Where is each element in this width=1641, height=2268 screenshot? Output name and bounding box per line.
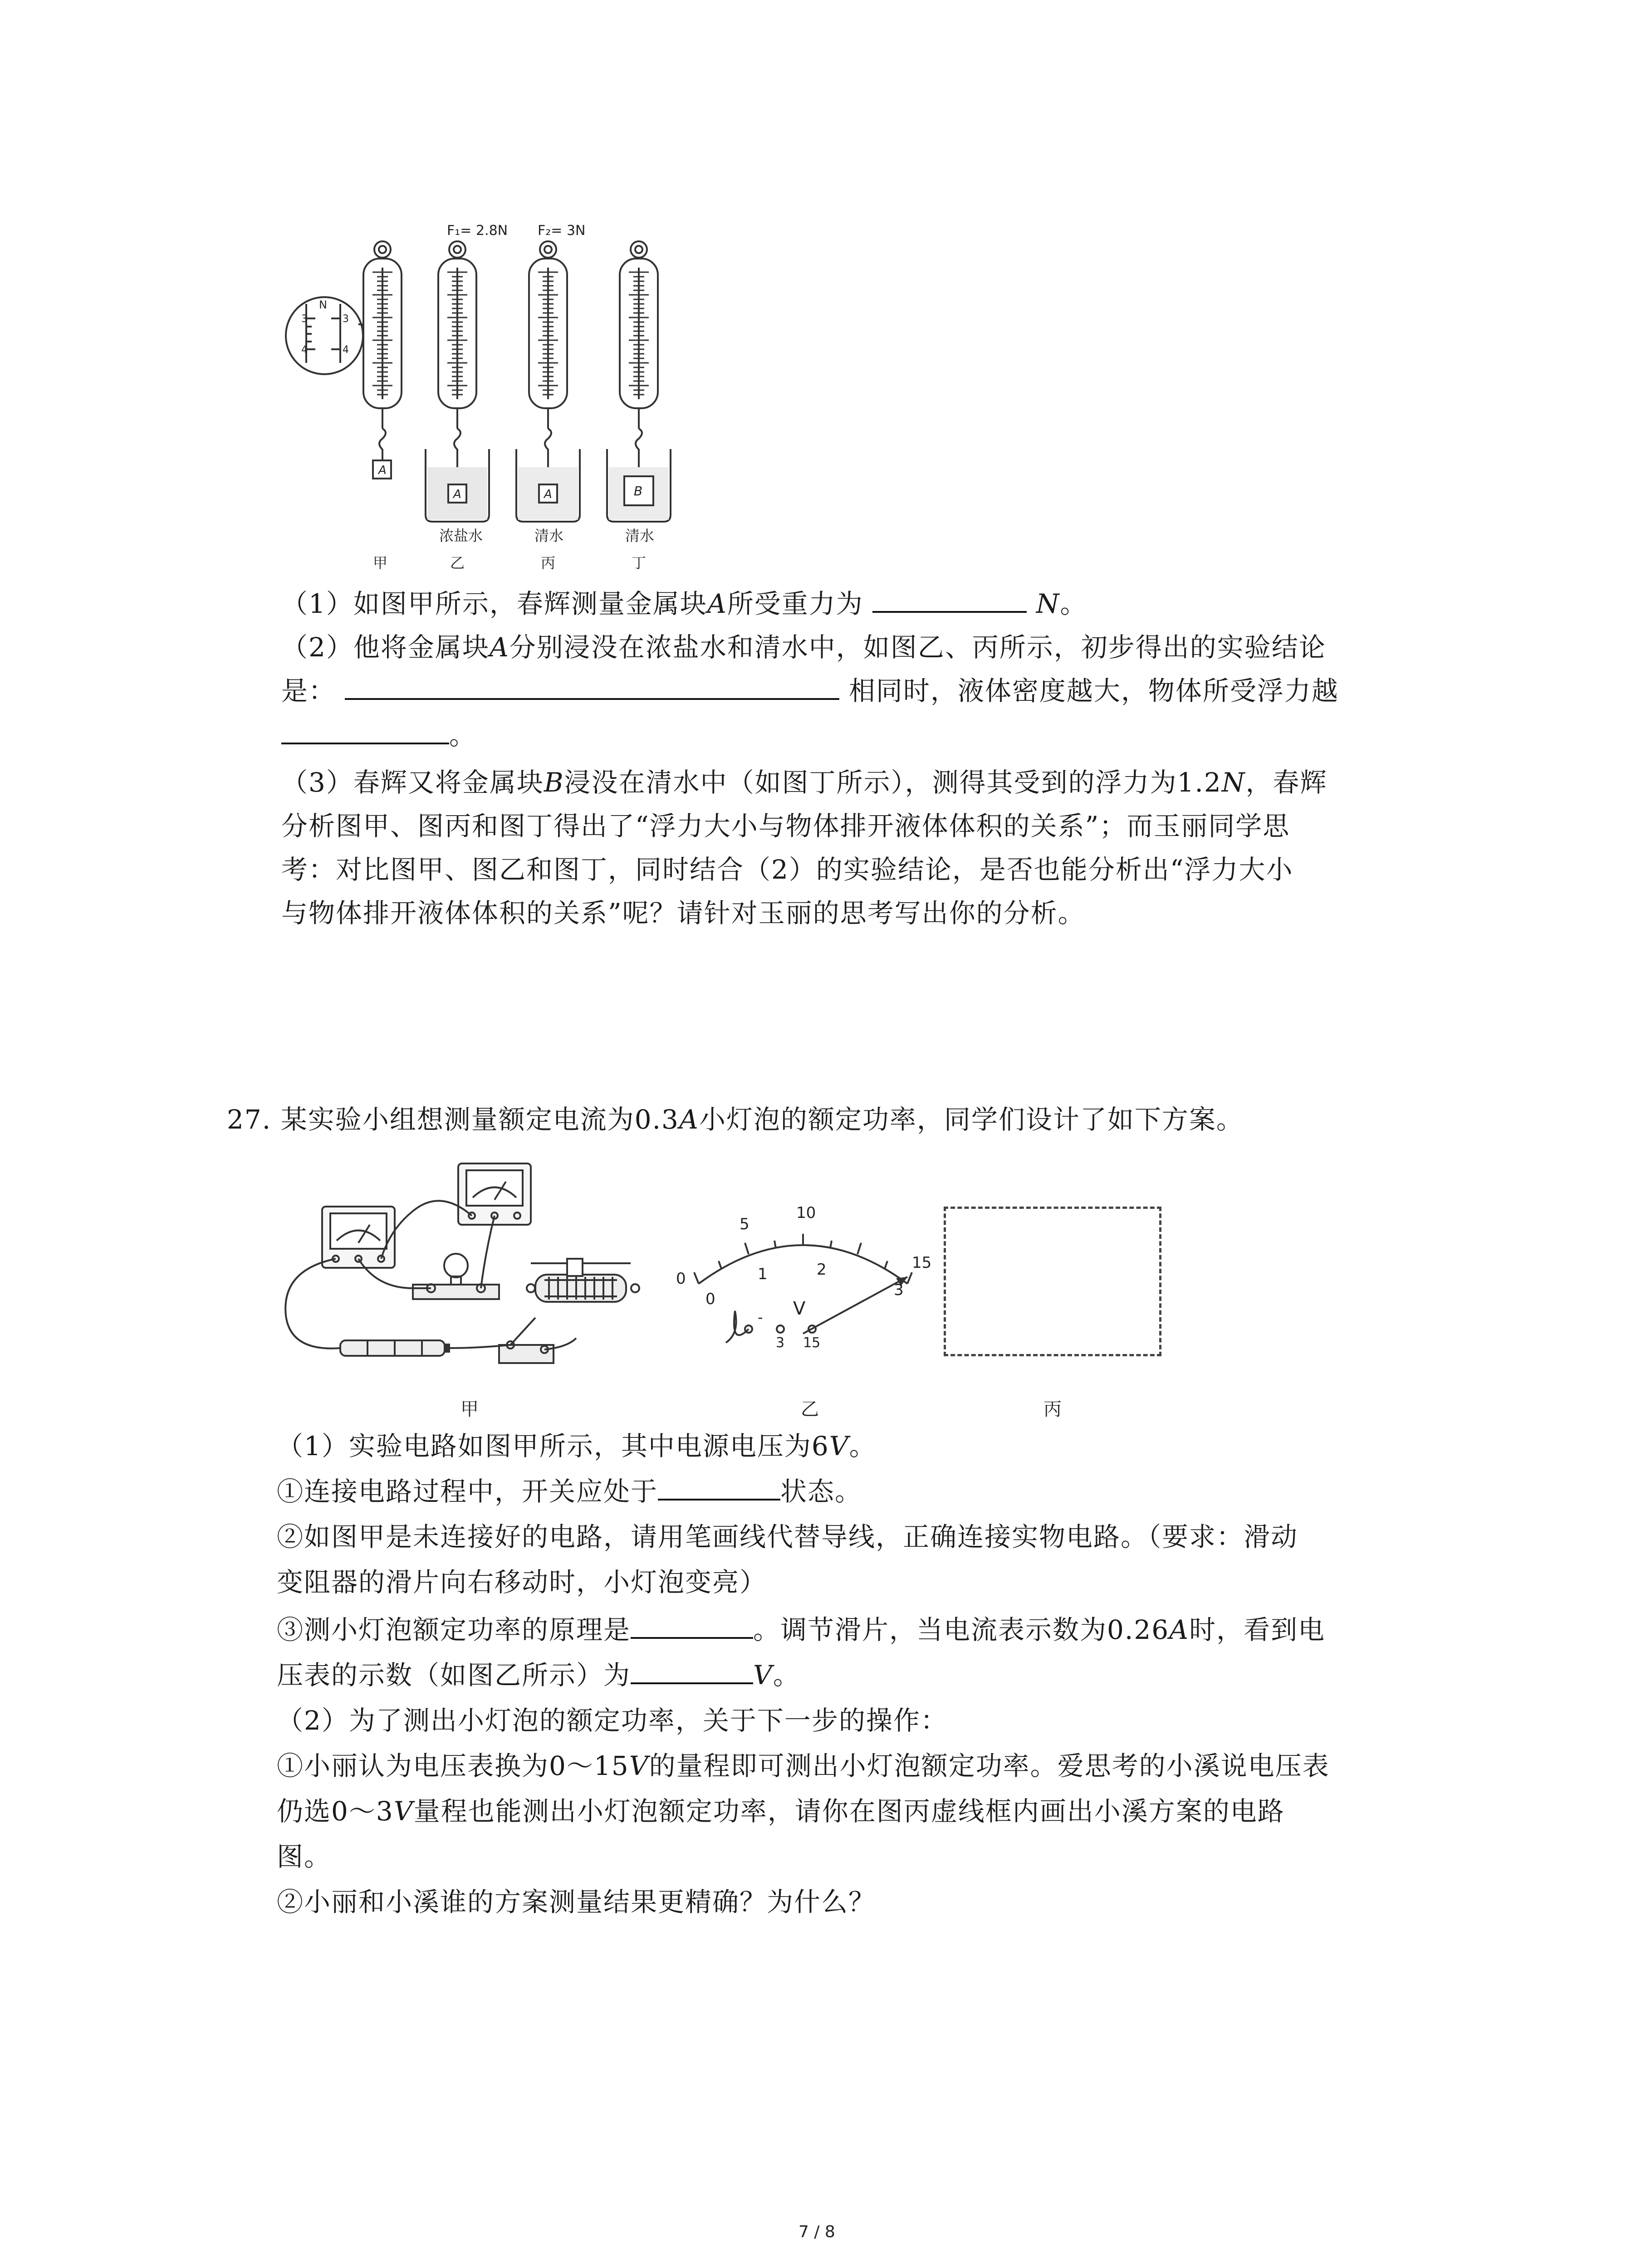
voltmeter-icon <box>458 1163 531 1225</box>
svg-text:1: 1 <box>758 1265 768 1283</box>
q27-s1c-line1: ③测小灯泡额定功率的原理是 。调节滑片，当电流表示数为0.26A时，看到电 <box>277 1608 1325 1652</box>
svg-text:A: A <box>544 488 552 501</box>
q27-s1: （1）实验电路如图甲所示，其中电源电压为6V。 <box>277 1431 877 1461</box>
svg-text:4: 4 <box>301 344 308 356</box>
switch-icon <box>499 1318 554 1363</box>
liquid-label-water-2: 清水 <box>625 527 655 544</box>
question-number: 27. <box>227 1104 272 1135</box>
label-f1: F₁= 2.8N <box>447 223 508 239</box>
spring-scale-icon <box>438 241 476 484</box>
caption-yi: 乙 <box>450 554 465 572</box>
q27-s2a-line2: 仍选0～3V量程也能测出小灯泡额定功率，请你在图丙虚线框内画出小溪方案的电路 <box>277 1796 1285 1827</box>
q26-part2-line1: （2）他将金属块A分别浸没在浓盐水和清水中，如图乙、丙所示，初步得出的实验结论 <box>281 632 1326 663</box>
svg-text:3: 3 <box>301 313 308 325</box>
svg-text:2: 2 <box>817 1261 827 1279</box>
battery-icon <box>340 1340 449 1356</box>
svg-text:B: B <box>634 484 643 499</box>
circuit-drawing-box[interactable] <box>944 1207 1161 1356</box>
circuit-figure <box>277 1161 685 1370</box>
svg-text:5: 5 <box>740 1215 749 1233</box>
page-number: 7 / 8 <box>798 2223 835 2241</box>
fig2-caption-yi: 乙 <box>801 1399 819 1420</box>
q26-part3-line2: 分析图甲、图丙和图丁得出了“浮力大小与物体排开液体体积的关系”；而玉丽同学思 <box>281 811 1290 841</box>
q26-part2-line2: 是： 相同时，液体密度越大，物体所受浮力越 <box>281 669 1339 713</box>
answer-blank-switch-state[interactable] <box>658 1471 780 1501</box>
liquid-label-water-1: 清水 <box>534 527 564 544</box>
dial-arc <box>699 1245 907 1284</box>
svg-text:15: 15 <box>803 1335 821 1351</box>
caption-jia: 甲 <box>373 554 388 572</box>
spring-scale-icon <box>529 241 567 484</box>
svg-text:3: 3 <box>776 1335 785 1351</box>
q26-part3-line4: 与物体排开液体体积的关系”呢？请针对玉丽的思考写出你的分析。 <box>281 898 1085 929</box>
answer-blank-condition[interactable] <box>345 671 839 700</box>
bulb-icon <box>413 1254 499 1299</box>
q27-s1b-line2: 变阻器的滑片向右移动时，小灯泡变亮） <box>277 1567 767 1598</box>
answer-blank-voltage[interactable] <box>631 1655 753 1684</box>
spring-scale-icon <box>363 241 402 460</box>
dial-needle <box>803 1277 907 1334</box>
magnifier-unit: N <box>319 298 327 311</box>
spring-scale-icon <box>620 241 658 476</box>
svg-text:4: 4 <box>343 344 349 356</box>
spring-scale-figure <box>272 213 681 585</box>
svg-text:0: 0 <box>705 1290 715 1308</box>
q26-part3-line3: 考：对比图甲、图乙和图丁，同时结合（2）的实验结论，是否也能分析出“浮力大小 <box>281 854 1293 885</box>
q27-s2a-line1: ①小丽认为电压表换为0～15V的量程即可测出小灯泡额定功率。爱思考的小溪说电压表 <box>277 1750 1330 1781</box>
fig2-caption-bing: 丙 <box>1043 1399 1062 1420</box>
q26-part2-line3: 。 <box>281 714 476 757</box>
answer-blank-weight[interactable] <box>872 584 1027 613</box>
q27-s2: （2）为了测出小灯泡的额定功率，关于下一步的操作： <box>277 1705 948 1736</box>
q27-s1a: ①连接电路过程中，开关应处于 状态。 <box>277 1470 862 1513</box>
q27-s2b: ②小丽和小溪谁的方案测量结果更精确？为什么？ <box>277 1887 876 1917</box>
svg-text:3: 3 <box>894 1281 904 1299</box>
q26-part1: （1）如图甲所示，春辉测量金属块A所受重力为 N。 <box>281 582 1087 626</box>
svg-text:A: A <box>453 488 461 501</box>
caption-bing: 丙 <box>541 554 556 572</box>
q27-s2a-line3: 图。 <box>277 1841 332 1872</box>
fig2-caption-jia: 甲 <box>460 1399 479 1420</box>
label-f2: F₂= 3N <box>538 223 586 239</box>
q27-stem: 27. 某实验小组想测量额定电流为0.3A小灯泡的额定功率，同学们设计了如下方案。 <box>227 1104 1244 1135</box>
q27-s1b-line1: ②如图甲是未连接好的电路，请用笔画线代替导线，正确连接实物电路。（要求：滑动 <box>277 1521 1298 1552</box>
svg-text:10: 10 <box>796 1204 816 1222</box>
answer-blank-principle[interactable] <box>631 1610 753 1639</box>
voltmeter-dial-figure <box>667 1198 948 1352</box>
dial-symbol: V <box>793 1298 806 1319</box>
rheostat-icon <box>527 1259 639 1302</box>
q27-s1c-line2: 压表的示数（如图乙所示）为 V。 <box>277 1653 800 1697</box>
answer-blank-buoyancy[interactable] <box>281 715 449 744</box>
svg-text:3: 3 <box>343 313 349 325</box>
svg-text:A: A <box>378 464 387 477</box>
svg-text:-: - <box>758 1309 763 1326</box>
q26-part3-line1: （3）春辉又将金属块B浸没在清水中（如图丁所示），测得其受到的浮力为1.2N，春辉 <box>281 767 1327 798</box>
svg-text:0: 0 <box>676 1270 686 1288</box>
svg-text:15: 15 <box>912 1254 932 1272</box>
liquid-label-saltwater: 浓盐水 <box>439 527 483 544</box>
caption-ding: 丁 <box>632 554 647 572</box>
